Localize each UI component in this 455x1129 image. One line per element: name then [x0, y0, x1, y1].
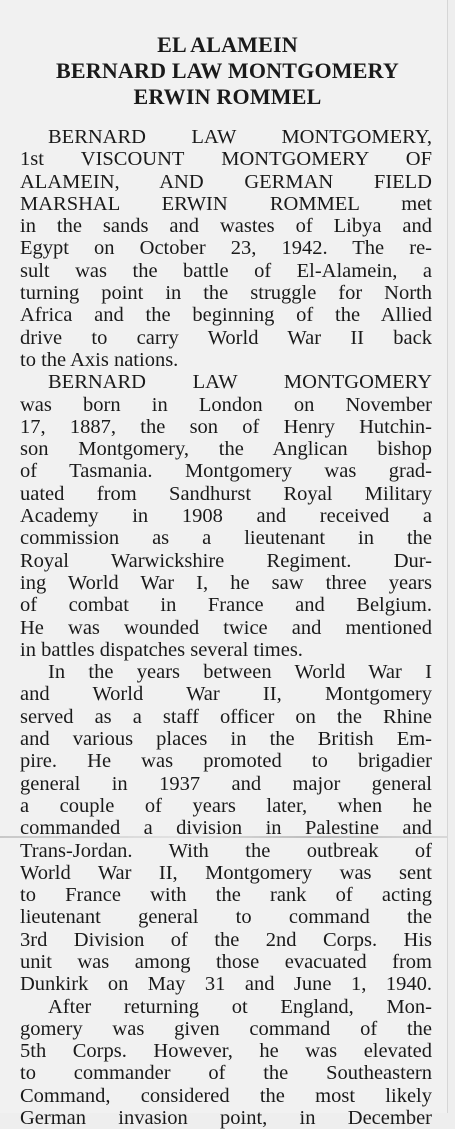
text-line: in battles dispatches several times.	[20, 638, 303, 661]
text-line: ALAMEIN, AND GERMAN FIELD	[20, 170, 432, 193]
text-line: pire. He was promoted to brigadier	[20, 750, 432, 773]
headline-block	[0, 32, 455, 110]
text-line: sult was the battle of El-Alamein, a	[20, 259, 432, 282]
text-line: lieutenant general to command the	[20, 906, 432, 929]
headline-rommel: ERWIN ROMMEL	[133, 84, 322, 109]
text-line: a couple of years later, when he	[20, 794, 432, 817]
text-line: Royal Warwickshire Regiment. Dur-	[20, 549, 432, 572]
text-line: general in 1937 and major general	[20, 772, 432, 795]
text-line: was born in London on November	[20, 393, 432, 416]
text-line: commanded a division in Palestine and	[20, 817, 432, 840]
text-line: In the years between World War I	[48, 661, 432, 684]
text-line: German invasion point, in December	[20, 1107, 432, 1129]
text-line: BERNARD LAW MONTGOMERY,	[48, 126, 432, 148]
article-body	[20, 126, 432, 1129]
text-line: Academy in 1908 and received a	[20, 505, 432, 528]
text-line: to France with the rank of acting	[20, 884, 432, 907]
text-line: unit was among those evacuated from	[20, 950, 432, 973]
text-line: turning point in the struggle for North	[20, 282, 432, 305]
text-line: served as a staff officer on the Rhine	[20, 705, 432, 728]
text-line: commission as a lieutenant in the	[20, 527, 432, 550]
paragraph-3	[20, 661, 432, 995]
text-line: 1st VISCOUNT MONTGOMERY OF	[20, 148, 432, 171]
text-line: Africa and the beginning of the Allied	[20, 304, 432, 327]
text-line: to commander of the Southeastern	[20, 1062, 432, 1085]
text-line: ing World War I, he saw three years	[20, 571, 432, 594]
text-line: MARSHAL ERWIN ROMMEL met	[20, 192, 432, 215]
text-line: World War II, Montgomery was sent	[20, 861, 432, 884]
text-line: Dunkirk on May 31 and June 1, 1940.	[20, 973, 432, 996]
text-line: Trans-Jordan. With the outbreak of	[20, 839, 432, 862]
text-line: and World War II, Montgomery	[20, 683, 432, 706]
text-line: to the Axis nations.	[20, 348, 179, 371]
text-line: After returning ot England, Mon-	[48, 995, 432, 1018]
text-line: Egypt on October 23, 1942. The re-	[20, 237, 432, 260]
text-line: gomery was given command of the	[20, 1017, 432, 1040]
text-line: uated from Sandhurst Royal Military	[20, 482, 432, 505]
text-line: 5th Corps. However, he was elevated	[20, 1040, 432, 1063]
headline-montgomery: BERNARD LAW MONTGOMERY	[55, 58, 399, 83]
text-line: He was wounded twice and mentioned	[20, 616, 432, 639]
text-line: of Tasmania. Montgomery was grad-	[20, 460, 432, 483]
text-line: son Montgomery, the Anglican bishop	[20, 438, 432, 461]
text-line: and various places in the British Em-	[20, 728, 432, 751]
text-line: Command, considered the most likely	[20, 1084, 432, 1107]
text-line: BERNARD LAW MONTGOMERY	[48, 371, 432, 394]
text-line: 17, 1887, the son of Henry Hutchin-	[20, 415, 432, 438]
paragraph-4	[20, 996, 432, 1129]
text-line: 3rd Division of the 2nd Corps. His	[20, 928, 432, 951]
paragraph-2	[20, 371, 432, 661]
text-line: drive to carry World War II back	[20, 326, 432, 349]
text-line: of combat in France and Belgium.	[20, 594, 432, 617]
headline-place: EL ALAMEIN	[157, 32, 298, 57]
paragraph-1	[20, 126, 432, 371]
text-line: in the sands and wastes of Libya and	[20, 215, 432, 238]
